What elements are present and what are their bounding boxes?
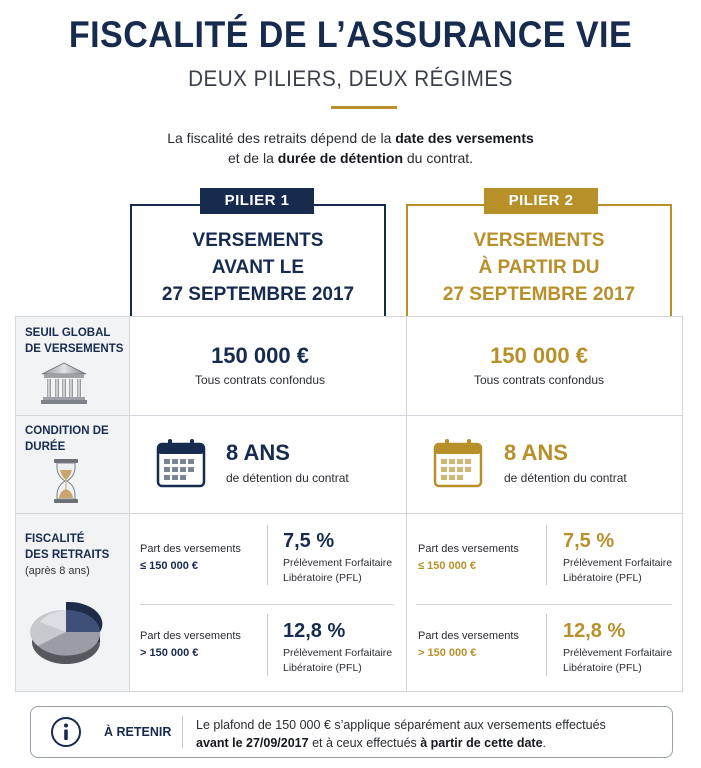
intro-line1-bold: date des versements: [395, 130, 534, 146]
key-takeaway-text: [196, 716, 606, 752]
row-label-line: SEUIL GLOBAL: [25, 327, 111, 339]
rate-note-line: Libératoire (PFL): [283, 572, 362, 584]
pillar-1-tranche-2-note: [283, 646, 392, 676]
key-takeaway-end: .: [542, 736, 546, 750]
tranche-divider: [140, 604, 394, 605]
row-label-fiscalite-note: (après 8 ans): [25, 565, 90, 577]
info-icon: [50, 716, 82, 748]
rate-note-line: Libératoire (PFL): [563, 662, 642, 674]
pillar-2-tranche-1-note: [563, 556, 672, 586]
pillar-2-tranche-1-rate: 7,5 %: [563, 530, 615, 552]
tranche-separator: [546, 614, 547, 676]
rate-note-line: Prélèvement Forfaitaire: [283, 647, 393, 659]
pillar-2-duree-note: de détention du contrat: [504, 471, 627, 485]
pillar-2-heading-line: À PARTIR DU: [478, 257, 600, 278]
pillar-2-heading-line: 27 SEPTEMBRE 2017: [442, 284, 636, 305]
intro-line2-text: et de la: [227, 150, 278, 166]
tranche-separator: [267, 614, 268, 676]
bank-building-icon: [40, 361, 88, 405]
row-label-fiscalite: [25, 531, 109, 563]
pillar-2-tranche-2-label: [418, 628, 519, 662]
hourglass-icon: [53, 458, 79, 504]
pillar-1-badge: PILIER 1: [200, 188, 314, 214]
pillar-2-heading: [408, 227, 670, 308]
pillar-2-tranche-2-rate: 12,8 %: [563, 620, 626, 642]
pillar-2-duree-value: 8 ANS: [504, 440, 568, 465]
pillar-1-seuil-note: Tous contrats confondus: [194, 373, 326, 387]
pillar-1-tranche-1-rate: 7,5 %: [283, 530, 335, 552]
key-takeaway-separator: [182, 716, 183, 748]
tranche-label: Part des versements: [418, 543, 519, 555]
row-label-line: FISCALITÉ: [25, 533, 85, 545]
tranche-limit: > 150 000 €: [418, 647, 477, 659]
pillar-1-tranche-2-label: [140, 628, 241, 662]
tranche-label: Part des versements: [140, 630, 241, 642]
pillar-1-heading: [132, 227, 384, 308]
tranche-label: Part des versements: [418, 630, 519, 642]
calendar-icon: [156, 438, 206, 488]
title-divider: [331, 106, 397, 109]
row-label-line: DES RETRAITS: [25, 549, 110, 561]
tranche-separator: [546, 525, 547, 585]
key-takeaway-bold: avant le 27/09/2017: [196, 736, 309, 750]
pillar-1-duree-value: 8 ANS: [226, 440, 290, 465]
key-takeaway-mid: et à ceux effectués: [308, 736, 421, 750]
row-label-line: DURÉE: [25, 441, 66, 453]
tranche-limit: ≤ 150 000 €: [418, 560, 477, 572]
pillar-1-seuil-value: 150 000 €: [211, 343, 309, 368]
key-takeaway-label: À RETENIR: [104, 725, 172, 739]
tranche-limit: > 150 000 €: [140, 647, 199, 659]
tranche-label: Part des versements: [140, 543, 241, 555]
key-takeaway-bold: à partir de cette date: [420, 736, 543, 750]
pillar-1-heading-line: VERSEMENTS: [192, 230, 324, 251]
pillar-2-tranche-2-note: [563, 646, 672, 676]
pillar-1-tranche-2-rate: 12,8 %: [283, 620, 346, 642]
pillar-2-badge: PILIER 2: [484, 188, 598, 214]
pillar-2-seuil-value: 150 000 €: [490, 343, 588, 368]
pillar-1-heading-line: AVANT LE: [211, 257, 305, 278]
calendar-icon: [433, 438, 483, 488]
tranche-limit: ≤ 150 000 €: [140, 560, 199, 572]
page-subtitle: DEUX PILIERS, DEUX RÉGIMES: [188, 66, 513, 91]
pillar-1-heading-line: 27 SEPTEMBRE 2017: [161, 284, 355, 305]
pillar-1-tranche-1-note: [283, 556, 392, 586]
intro-line1-text: La fiscalité des retraits dépend de la: [167, 130, 396, 146]
rate-note-line: Prélèvement Forfaitaire: [563, 647, 673, 659]
pillar-2-heading-line: VERSEMENTS: [473, 230, 605, 251]
row-label-seuil: [25, 325, 123, 357]
intro-line2-end: du contrat.: [403, 150, 474, 166]
row-divider: [16, 415, 682, 416]
row-label-line: CONDITION DE: [25, 425, 109, 437]
row-label-duree: [25, 423, 109, 455]
row-divider: [16, 513, 682, 514]
rate-note-line: Prélèvement Forfaitaire: [283, 557, 393, 569]
pillar-1-tranche-1-label: [140, 541, 241, 575]
intro-line2-bold: durée de détention: [277, 150, 403, 166]
rate-note-line: Libératoire (PFL): [283, 662, 362, 674]
pie-chart-icon: [28, 592, 106, 672]
key-takeaway-line1: Le plafond de 150 000 € s’applique séparément aux versements effectués: [196, 718, 606, 732]
rate-note-line: Prélèvement Forfaitaire: [563, 557, 673, 569]
row-label-line: DE VERSEMENTS: [25, 343, 124, 355]
intro-text: [80, 128, 621, 168]
rate-note-line: Libératoire (PFL): [563, 572, 642, 584]
page-title: FISCALITÉ DE L’ASSURANCE VIE: [68, 14, 633, 55]
tranche-separator: [267, 525, 268, 585]
pillar-2-tranche-1-label: [418, 541, 519, 575]
tranche-divider: [416, 604, 672, 605]
pillar-2-seuil-note: Tous contrats confondus: [473, 373, 605, 387]
pillar-1-duree-note: de détention du contrat: [226, 471, 349, 485]
